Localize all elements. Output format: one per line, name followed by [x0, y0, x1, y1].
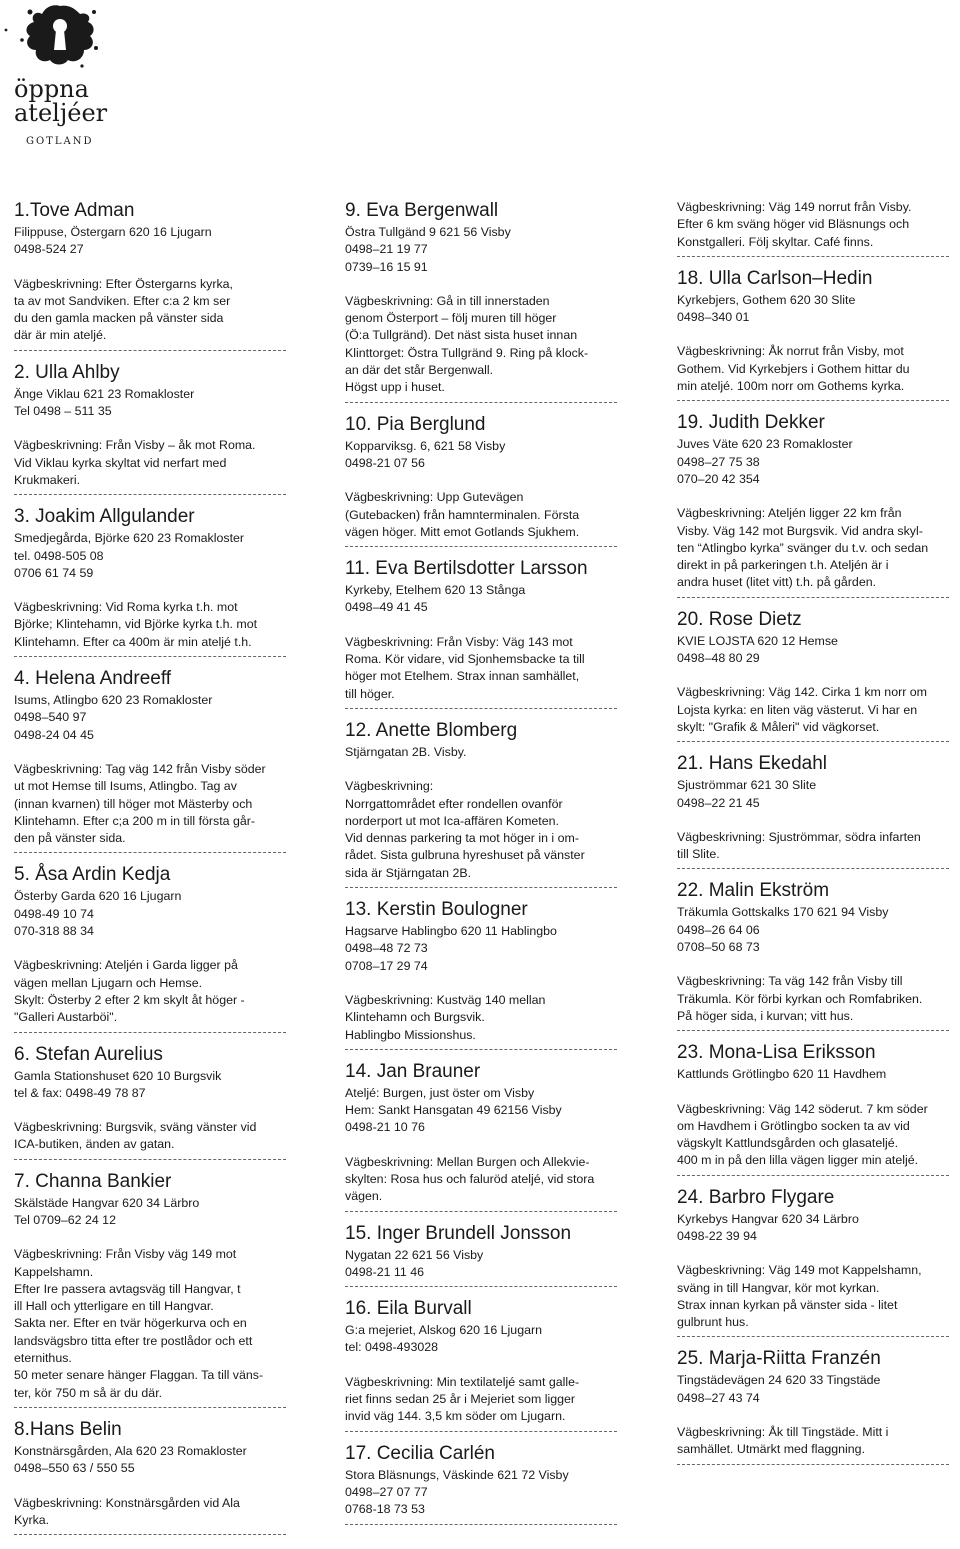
artist-name: 17. Cecilia Carlén: [345, 1442, 495, 1464]
artist-entry: [14, 361, 294, 503]
artist-entry: [345, 413, 625, 555]
dashed-divider: [677, 868, 949, 877]
dashed-divider: [677, 597, 949, 606]
artist-name: 5. Åsa Ardin Kedja: [14, 864, 171, 886]
spacer: [345, 761, 625, 778]
address-line: Hem: Sankt Hansgatan 49 62156 Visby: [345, 1103, 562, 1118]
spacer: [677, 956, 955, 973]
spacer: [14, 940, 294, 957]
address-line: 0498-21 11 46: [345, 1264, 425, 1279]
address-line: 0498-21 10 76: [345, 1120, 425, 1135]
directions-line: ill Hall och ytterligare en till Hangvar.: [14, 1299, 214, 1314]
directions-line: ter, kör 750 m så är du där.: [14, 1385, 163, 1400]
artist-entry: [677, 1041, 955, 1183]
address-line: Kyrkeby, Etelhem 620 13 Stånga: [345, 583, 526, 598]
dashed-divider: [345, 546, 617, 555]
artist-entry: [14, 863, 294, 1040]
artist-name: 1.Tove Adman: [14, 200, 135, 221]
spacer: [14, 1102, 294, 1119]
directions-line: min ateljé. 100m norr om Gothems kyrka.: [677, 379, 905, 394]
artist-entry: [677, 411, 955, 605]
artist-name: 6. Stefan Aurelius: [14, 1043, 163, 1065]
address-line: 0708–50 68 73: [677, 940, 760, 955]
directions-line: Norrgattområdet efter rondellen ovanför: [345, 796, 563, 811]
address-line: 0498–26 64 06: [677, 922, 760, 937]
dashed-divider: [345, 887, 617, 896]
directions-line: ICA-butiken, änden av gatan.: [14, 1137, 175, 1152]
spacer: [677, 1084, 955, 1101]
dashed-divider: [677, 1030, 949, 1039]
directions-line: Träkumla. Kör förbi kyrkan och Romfabriken.: [677, 991, 923, 1006]
spacer: [677, 667, 955, 684]
address-line: Hagsarve Hablingbo 620 11 Hablingbo: [345, 924, 557, 939]
dashed-divider: [14, 1407, 286, 1416]
directions-line: skylt: "Grafik & Måleri" vid vägkorset.: [677, 719, 880, 734]
address-line: 0706 61 74 59: [14, 565, 94, 580]
address-line: 0708–17 29 74: [345, 958, 428, 973]
artist-name: 13. Kerstin Boulogner: [345, 899, 528, 921]
dashed-divider: [677, 1336, 949, 1345]
artist-name: 9. Eva Bergenwall: [345, 200, 499, 221]
directions-line: Hablingbo Missionshus.: [345, 1027, 476, 1042]
address-line: KVIE LOJSTA 620 12 Hemse: [677, 633, 838, 648]
directions-line: Vägbeskrivning: Åk norrut från Visby, mot: [677, 344, 904, 359]
directions-line: Strax innan kyrkan på vänster sida - litet: [677, 1297, 898, 1312]
artist-name: 15. Inger Brundell Jonsson: [345, 1222, 572, 1244]
artist-name: 4. Helena Andreeff: [14, 668, 172, 690]
artist-name: 3. Joakim Allgulander: [14, 506, 195, 528]
directions-line: Vägbeskrivning: Från Visby: Väg 143 mot: [345, 634, 573, 649]
directions-line: norderport ut mot Ica-affären Kometen.: [345, 813, 559, 828]
column-1: [14, 197, 294, 1545]
address-line: Träkumla Gottskalks 170 621 94 Visby: [677, 905, 889, 920]
artist-name: 14. Jan Brauner: [345, 1060, 481, 1082]
directions-line: Visby. Väg 142 mot Burgsvik. Vid andra skyl-: [677, 523, 923, 538]
directions-line: rådet. Sista gulbruna hyreshuset på vänster: [345, 848, 585, 863]
artist-name: 22. Malin Ekström: [677, 880, 830, 902]
address-line: Vägbeskrivning: Väg 149 norrut från Visby.: [677, 200, 912, 214]
directions-line: På höger sida, i kurvan; vitt hus.: [677, 1008, 854, 1023]
spacer: [677, 326, 955, 343]
directions-line: där är min ateljé.: [14, 328, 107, 343]
directions-line: du den gamla macken på vänster sida: [14, 311, 224, 326]
directions-line: Vägbeskrivning: Vid Roma kyrka t.h. mot: [14, 600, 238, 615]
address-line: Nygatan 22 621 56 Visby: [345, 1247, 484, 1262]
directions-line: skylten: Rosa hus och faluröd ateljé, vid stora: [345, 1171, 595, 1186]
directions-line: 50 meter senare hänger Flaggan. Ta till väns-: [14, 1368, 264, 1383]
artist-name: 11. Eva Bertilsdotter Larsson: [345, 558, 588, 580]
directions-line: Efter Ire passera avtagsväg till Hangvar, t: [14, 1281, 241, 1296]
artist-name: 8.Hans Belin: [14, 1418, 122, 1440]
artist-entry: [14, 1170, 294, 1416]
directions-line: vägskylt Kattlundsgården och glasateljé.: [677, 1136, 899, 1151]
address-line: Isums, Atlingbo 620 23 Romakloster: [14, 693, 213, 708]
directions-line: Kyrka.: [14, 1512, 50, 1527]
artist-name: 25. Marja-Riitta Franzén: [677, 1348, 881, 1370]
directions-line: Vid Viklau kyrka skyltat vid nerfart med: [14, 455, 227, 470]
spacer: [14, 1478, 294, 1495]
directions-line: Klinttorget: Östra Tullgränd 9. Ring på klock-: [345, 345, 589, 360]
directions-line: Högst upp i huset.: [345, 380, 445, 395]
directions-line: (Ö:a Tullgränd). Det näst sista huset innan: [345, 328, 578, 343]
address-line: 0498–48 80 29: [677, 651, 760, 666]
directions-line: (Gutebacken) från hamnterminalen. Första: [345, 507, 580, 522]
address-line: Stjärngatan 2B. Visby.: [345, 744, 467, 759]
artist-entry: [14, 667, 294, 861]
directions-line: höger mot Etelhem. Strax innan samhället,: [345, 669, 580, 684]
dashed-divider: [14, 656, 286, 665]
directions-line: Vägbeskrivning: Åk till Tingstäde. Mitt i: [677, 1425, 889, 1440]
directions-line: Klintehamn. Efter ca 400m är min ateljé t.h.: [14, 634, 252, 649]
artist-name: 23. Mona-Lisa Eriksson: [677, 1042, 876, 1064]
address-line: 070–20 42 354: [677, 471, 760, 486]
directions-line: Vägbeskrivning: Kustväg 140 mellan: [345, 992, 546, 1007]
artist-entry: [677, 1186, 955, 1346]
dashed-divider: [345, 1431, 617, 1440]
address-line: 0498–540 97: [14, 710, 87, 725]
spacer: [345, 472, 625, 489]
directions-line: an där det står Bergenwall.: [345, 363, 494, 378]
dashed-divider: [14, 1534, 286, 1543]
directions-line: ut mot Hemse till Isums, Atlingbo. Tag av: [14, 779, 237, 794]
artist-entry: [345, 1222, 625, 1296]
directions-line: Lojsta kyrka: en liten väg västerut. Vi har en: [677, 702, 918, 717]
address-line: 0498–49 41 45: [345, 600, 428, 615]
directions-line: vägen.: [345, 1189, 383, 1204]
directions-line: Vägbeskrivning: Sjuströmmar, södra infarten: [677, 829, 921, 844]
dashed-divider: [345, 1049, 617, 1058]
directions-line: andra huset (litet vitt) t.h. på gården.: [677, 575, 877, 590]
artist-entry: [677, 608, 955, 750]
directions-line: Vägbeskrivning: Från Visby väg 149 mot: [14, 1247, 237, 1262]
address-line: Tingstädevägen 24 620 33 Tingstäde: [677, 1373, 881, 1388]
directions-line: Klintehamn. Efter c;a 200 m in till första går-: [14, 813, 256, 828]
dashed-divider: [345, 1524, 617, 1533]
spacer: [677, 812, 955, 829]
directions-line: den på vänster sida.: [14, 831, 126, 846]
directions-line: Vägbeskrivning: Från Visby – åk mot Roma.: [14, 438, 256, 453]
address-line: 0498-24 04 45: [14, 727, 94, 742]
directions-line: Vägbeskrivning: Ateljén ligger 22 km från: [677, 506, 902, 521]
dashed-divider: [14, 852, 286, 861]
address-line: Kattlunds Grötlingbo 620 11 Havdhem: [677, 1067, 887, 1082]
dashed-divider: [677, 256, 949, 265]
artist-entry: [345, 1060, 625, 1220]
directions-line: sida är Stjärngatan 2B.: [345, 865, 472, 880]
artist-name: 16. Eila Burvall: [345, 1298, 472, 1320]
artist-entry: [345, 199, 625, 411]
directions-line: Klintehamn och Burgsvik.: [345, 1010, 485, 1025]
address-line: 0498–550 63 / 550 55: [14, 1461, 135, 1476]
directions-line: genom Österport – följ muren till höger: [345, 311, 557, 326]
address-line: 0498–340 01: [677, 310, 750, 325]
artist-name: 20. Rose Dietz: [677, 608, 802, 630]
directions-line: Vägbeskrivning: Väg 149 mot Kappelshamn,: [677, 1263, 922, 1278]
artist-name: 24. Barbro Flygare: [677, 1186, 835, 1208]
address-line: 0498–21 19 77: [345, 242, 428, 257]
spacer: [345, 1137, 625, 1154]
directions-line: "Galleri Austarböi".: [14, 1010, 118, 1025]
artist-entry: [345, 1442, 625, 1533]
artist-entry: [14, 1418, 294, 1543]
directions-line: Vägbeskrivning: Gå in till innerstaden: [345, 293, 550, 308]
column-2: [345, 197, 625, 1535]
artist-entry: [677, 752, 955, 877]
directions-line: gulbrunt hus.: [677, 1315, 749, 1330]
artist-entry: [677, 199, 955, 265]
artist-name: 12. Anette Blomberg: [345, 719, 518, 741]
spacer: [14, 259, 294, 276]
directions-line: direkt in på parkeringen t.h. Ateljén är i: [677, 558, 889, 573]
spacer: [345, 975, 625, 992]
address-line: Österby Garda 620 16 Ljugarn: [14, 889, 182, 904]
address-line: Tel 0709–62 24 12: [14, 1212, 116, 1227]
directions-line: Vägbeskrivning: Väg 142 söderut. 7 km söder: [677, 1101, 928, 1116]
directions-line: Sakta ner. Efter en tvär högerkurva och en: [14, 1316, 247, 1331]
address-line: Kopparviksg. 6, 621 58 Visby: [345, 438, 506, 453]
logo-word-oppna: öppna: [14, 75, 89, 103]
artist-name: 21. Hans Ekedahl: [677, 753, 827, 775]
dashed-divider: [345, 402, 617, 411]
directions-line: Vägbeskrivning: Tag väg 142 från Visby söder: [14, 761, 266, 776]
directions-line: Vägbeskrivning: Ta väg 142 från Visby till: [677, 974, 903, 989]
spacer: [677, 488, 955, 505]
directions-line: Björke; Klintehamn, vid Björke kyrka t.h. mot: [14, 617, 258, 632]
spacer: [14, 582, 294, 599]
logo: [0, 0, 120, 160]
address-line: Sjuströmmar 621 30 Slite: [677, 778, 817, 793]
address-line: tel: 0498-493028: [345, 1340, 439, 1355]
directions-line: landsvägsbro titta efter tre postlådor och ett: [14, 1333, 253, 1348]
directions-line: Vägbeskrivning: Upp Gutevägen: [345, 490, 524, 505]
artist-entry: [345, 1297, 625, 1439]
spacer: [345, 617, 625, 634]
dashed-divider: [14, 1159, 286, 1168]
spacer: [14, 744, 294, 761]
spacer: [677, 1407, 955, 1424]
directions-line: om Havdhem i Grötlingbo socken ta av vid: [677, 1118, 910, 1133]
artist-entry: [14, 505, 294, 665]
directions-line: 400 m in på den lilla vägen ligger min ateljé.: [677, 1153, 919, 1168]
artist-name: 19. Judith Dekker: [677, 412, 825, 434]
logo-word-gotland: GOTLAND: [26, 136, 94, 147]
dashed-divider: [677, 400, 949, 409]
address-line: Filippuse, Östergarn 620 16 Ljugarn: [14, 225, 212, 239]
keyhole-splash-icon: [0, 0, 120, 80]
dashed-divider: [14, 494, 286, 503]
spacer: [677, 1245, 955, 1262]
address-line: Konstgalleri. Följ skyltar. Café finns.: [677, 234, 874, 249]
directions-line: Vägbeskrivning:: [345, 779, 434, 794]
dashed-divider: [345, 1286, 617, 1295]
address-line: Stora Bläsnungs, Väskinde 621 72 Visby: [345, 1467, 569, 1482]
address-line: Östra Tullgänd 9 621 56 Visby: [345, 225, 511, 239]
directions-line: Vägbeskrivning: Ateljén i Garda ligger på: [14, 958, 238, 973]
address-line: Kyrkebys Hangvar 620 34 Lärbro: [677, 1211, 859, 1226]
artist-entry: [14, 1043, 294, 1168]
artist-entry: [345, 719, 625, 896]
directions-line: Kappelshamn.: [14, 1264, 94, 1279]
address-line: 0498-49 10 74: [14, 906, 94, 921]
directions-line: ta av mot Sandviken. Efter c:a 2 km ser: [14, 293, 231, 308]
address-line: Smedjegårda, Björke 620 23 Romakloster: [14, 531, 245, 546]
address-line: 0498–27 75 38: [677, 454, 760, 469]
address-line: Änge Viklau 621 23 Romakloster: [14, 386, 195, 401]
address-line: 0498-22 39 94: [677, 1228, 757, 1243]
address-line: Tel 0498 – 511 35: [14, 404, 112, 419]
artist-entry: [677, 1347, 955, 1472]
dashed-divider: [677, 1175, 949, 1184]
spacer: [345, 1357, 625, 1374]
dashed-divider: [14, 350, 286, 359]
artist-name: 10. Pia Berglund: [345, 413, 486, 435]
directions-line: vägen mellan Ljugarn och Hemse.: [14, 975, 203, 990]
logo-word-ateljeer: ateljéer: [14, 99, 108, 127]
address-line: tel. 0498-505 08: [14, 548, 104, 563]
address-line: 0498–27 07 77: [345, 1484, 428, 1499]
directions-line: Vägbeskrivning: Mellan Burgen och Allekvie-: [345, 1154, 590, 1169]
address-line: Ateljé: Burgen, just öster om Visby: [345, 1085, 535, 1100]
address-line: Efter 6 km sväng höger vid Bläsnungs och: [677, 217, 910, 232]
address-line: Konstnärsgården, Ala 620 23 Romakloster: [14, 1443, 247, 1458]
artist-name: 2. Ulla Ahlby: [14, 361, 120, 383]
directions-line: ten “Atlingbo kyrka” svänger du t.v. och sedan: [677, 540, 929, 555]
address-line: 0498–27 43 74: [677, 1390, 760, 1405]
directions-line: till höger.: [345, 686, 395, 701]
address-line: Juves Väte 620 23 Romakloster: [677, 437, 853, 452]
directions-line: eternithus.: [14, 1351, 72, 1366]
directions-line: riet finns sedan 25 år i Mejeriet som ligger: [345, 1392, 576, 1407]
directions-line: Vägbeskrivning: Efter Östergarns kyrka,: [14, 276, 233, 291]
artist-entry: [14, 199, 294, 359]
directions-line: vägen höger. Mitt emot Gotlands Sjukhem.: [345, 524, 580, 539]
address-line: tel & fax: 0498-49 78 87: [14, 1085, 146, 1100]
address-line: Skälstäde Hangvar 620 34 Lärbro: [14, 1195, 200, 1210]
directions-line: Vid dennas parkering ta mot höger in i om-: [345, 831, 579, 846]
directions-line: Vägbeskrivning: Min textilateljé samt galle-: [345, 1374, 580, 1389]
dashed-divider: [677, 741, 949, 750]
directions-line: sväng in till Hangvar, kör mot kyrkan.: [677, 1280, 880, 1295]
directions-line: Vägbeskrivning: Konstnärsgården vid Ala: [14, 1495, 240, 1510]
address-line: 0498–48 72 73: [345, 941, 428, 956]
address-line: 0498-524 27: [14, 242, 84, 257]
artist-name: 7. Channa Bankier: [14, 1170, 172, 1192]
address-line: 0739–16 15 91: [345, 259, 428, 274]
directions-line: Skylt: Österby 2 efter 2 km skylt åt höger -: [14, 992, 245, 1007]
address-line: Kyrkebjers, Gothem 620 30 Slite: [677, 292, 856, 307]
dashed-divider: [345, 1211, 617, 1220]
directions-line: samhället. Utmärkt med flaggning.: [677, 1442, 866, 1457]
directions-line: till Slite.: [677, 847, 720, 862]
artist-name: 18. Ulla Carlson–Hedin: [677, 267, 873, 289]
dashed-divider: [677, 1464, 949, 1473]
spacer: [14, 420, 294, 437]
address-line: 0498–22 21 45: [677, 795, 760, 810]
spacer: [345, 276, 625, 293]
directions-line: Vägbeskrivning: Väg 142. Cirka 1 km norr om: [677, 685, 927, 700]
address-line: 0768-18 73 53: [345, 1502, 425, 1517]
address-line: Gamla Stationshuset 620 10 Burgsvik: [14, 1068, 222, 1083]
directions-line: Vägbeskrivning: Burgsvik, sväng vänster vid: [14, 1120, 257, 1135]
address-line: 070-318 88 34: [14, 924, 94, 939]
column-3: [677, 199, 955, 1475]
artist-entry: [677, 267, 955, 409]
artist-entry: [345, 898, 625, 1058]
dashed-divider: [345, 708, 617, 717]
address-line: 0498-21 07 56: [345, 455, 425, 470]
dashed-divider: [14, 1032, 286, 1041]
spacer: [14, 1229, 294, 1246]
address-line: G:a mejeriet, Alskog 620 16 Ljugarn: [345, 1323, 542, 1338]
directions-line: invid väg 144. 3,5 km söder om Ljugarn.: [345, 1409, 566, 1424]
artist-entry: [345, 557, 625, 717]
directions-line: (innan kvarnen) till höger mot Mästerby och: [14, 796, 253, 811]
directions-line: Krukmakeri.: [14, 472, 81, 487]
directions-line: Gothem. Vid Kyrkebjers i Gothem hittar du: [677, 361, 910, 376]
artist-entry: [677, 879, 955, 1039]
directions-line: Roma. Kör vidare, vid Sjonhemsbacke ta till: [345, 652, 585, 667]
